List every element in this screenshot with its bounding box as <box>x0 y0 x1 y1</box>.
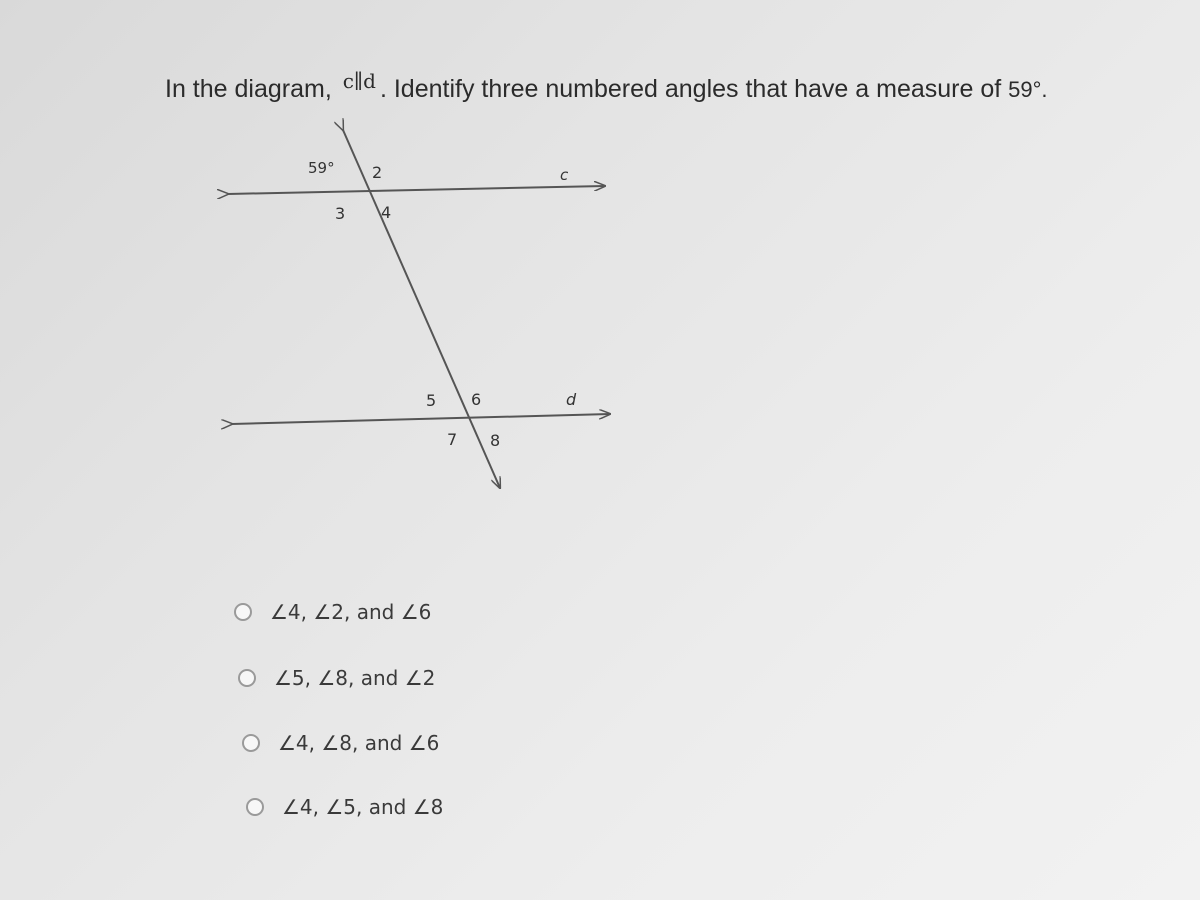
question-degree: 59°. <box>1008 77 1048 102</box>
answer-option-2[interactable] <box>238 666 435 690</box>
radio-button[interactable] <box>242 734 260 752</box>
angle-3-label: 3 <box>335 204 346 223</box>
answer-option-label: ∠4, ∠5, and ∠8 <box>282 795 444 819</box>
answer-option-label: ∠5, ∠8, and ∠2 <box>274 666 436 690</box>
answer-option-3[interactable] <box>242 731 439 755</box>
transversal <box>343 130 500 488</box>
answer-option-1[interactable] <box>234 600 431 624</box>
answer-option-label: ∠4, ∠2, and ∠6 <box>270 600 432 624</box>
given-angle-label: 59° <box>308 159 335 177</box>
answer-option-4[interactable] <box>246 795 443 819</box>
line-d-label: d <box>566 390 577 409</box>
question-lead: In the diagram, <box>165 75 332 103</box>
radio-button[interactable] <box>246 798 264 816</box>
line-c-label: c <box>560 166 569 184</box>
line-c <box>228 186 605 194</box>
parallel-notation: c∥d <box>342 69 376 93</box>
answer-option-label: ∠4, ∠8, and ∠6 <box>278 731 440 755</box>
question-prompt: . Identify three numbered angles that have a measure of <box>379 75 1002 103</box>
line-d <box>232 414 610 424</box>
angle-6-label: 6 <box>471 390 482 409</box>
angle-7-label: 7 <box>447 430 458 449</box>
radio-button[interactable] <box>238 669 256 687</box>
radio-button[interactable] <box>234 603 252 621</box>
angle-5-label: 5 <box>426 391 437 410</box>
angle-2-label: 2 <box>372 163 383 182</box>
angle-8-label: 8 <box>490 431 501 450</box>
angle-4-label: 4 <box>381 203 392 222</box>
